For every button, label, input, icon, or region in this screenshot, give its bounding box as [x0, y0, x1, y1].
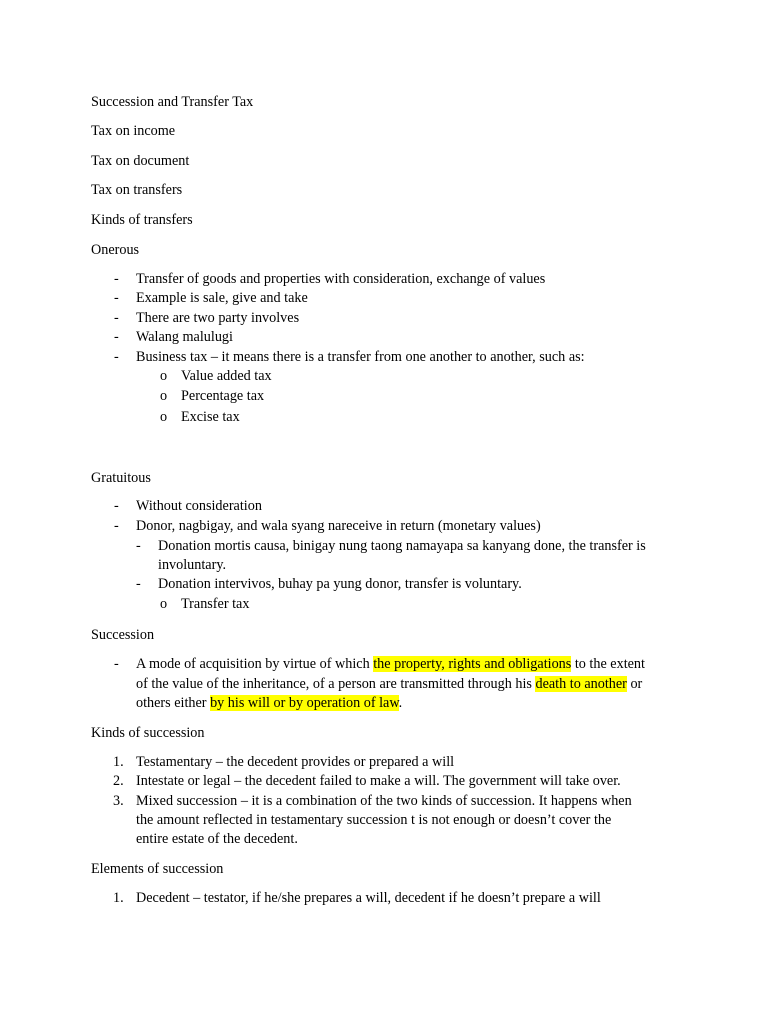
bullet-dash: - [114, 518, 119, 534]
document-title: Succession and Transfer Tax [91, 94, 254, 110]
highlight: by his will or by operation of law [210, 695, 399, 711]
list-item: Without consideration [136, 498, 262, 514]
bullet-dash: - [114, 349, 119, 365]
numbered-item: Decedent – testator, if he/she prepares a will, decedent if he doesn’t prepare a will [136, 890, 601, 906]
bullet-dash: - [136, 538, 141, 554]
sub-list-item: Donation intervivos, buhay pa yung donor, transfer is voluntary. [158, 576, 522, 592]
bullet-circle: o [160, 409, 168, 425]
numbered-item-continued: entire estate of the decedent. [136, 831, 298, 847]
list-number: 2. [113, 773, 124, 789]
succession-definition-line-3: others either by his will or by operation of law. [136, 695, 403, 711]
gratuitous-heading: Gratuitous [91, 470, 151, 486]
list-number: 3. [113, 793, 124, 809]
succession-heading: Succession [91, 627, 155, 643]
sub-sub-list-item: Transfer tax [181, 596, 250, 612]
sub-list-item: Donation mortis causa, binigay nung taong namayapa sa kanyang done, the transfer is [158, 538, 646, 554]
kinds-of-succession-heading: Kinds of succession [91, 725, 205, 741]
list-item: Transfer of goods and properties with consideration, exchange of values [136, 271, 546, 287]
bullet-dash: - [114, 329, 119, 345]
highlight: the property, rights and obligations [373, 656, 572, 672]
bullet-circle: o [160, 388, 168, 404]
highlight: death to another [535, 676, 627, 692]
kinds-of-transfers: Kinds of transfers [91, 212, 193, 228]
list-item: Walang malulugi [136, 329, 233, 345]
bullet-dash: - [136, 576, 141, 592]
numbered-item: Mixed succession – it is a combination of the two kinds of succession. It happens when [136, 793, 632, 809]
sub-list-item: Excise tax [181, 409, 240, 425]
list-item: Business tax – it means there is a transfer from one another to another, such as: [136, 349, 585, 365]
succession-definition-line-1: A mode of acquisition by virtue of which the property, rights and obligations to the extent [136, 656, 645, 672]
numbered-item-continued: the amount reflected in testamentary succession t is not enough or doesn’t cover the [136, 812, 612, 828]
bullet-dash: - [114, 290, 119, 306]
list-number: 1. [113, 890, 124, 906]
tax-on-document: Tax on document [91, 153, 190, 169]
bullet-dash: - [114, 310, 119, 326]
bullet-circle: o [160, 368, 168, 384]
tax-on-income: Tax on income [91, 123, 176, 139]
tax-on-transfers: Tax on transfers [91, 182, 183, 198]
list-number: 1. [113, 754, 124, 770]
numbered-item: Intestate or legal – the decedent failed to make a will. The government will take over. [136, 773, 621, 789]
sub-list-item: Percentage tax [181, 388, 265, 404]
sub-list-item-continued: involuntary. [158, 557, 227, 573]
onerous-heading: Onerous [91, 242, 140, 258]
list-item: Example is sale, give and take [136, 290, 308, 306]
numbered-item: Testamentary – the decedent provides or prepared a will [136, 754, 455, 770]
elements-of-succession-heading: Elements of succession [91, 861, 224, 877]
bullet-dash: - [114, 498, 119, 514]
succession-definition-line-2: of the value of the inheritance, of a person are transmitted through his death to another or [136, 676, 643, 692]
bullet-dash: - [114, 271, 119, 287]
bullet-dash: - [114, 656, 119, 672]
sub-list-item: Value added tax [181, 368, 272, 384]
list-item: There are two party involves [136, 310, 300, 326]
list-item: Donor, nagbigay, and wala syang nareceive in return (monetary values) [136, 518, 541, 534]
bullet-circle: o [160, 596, 168, 612]
